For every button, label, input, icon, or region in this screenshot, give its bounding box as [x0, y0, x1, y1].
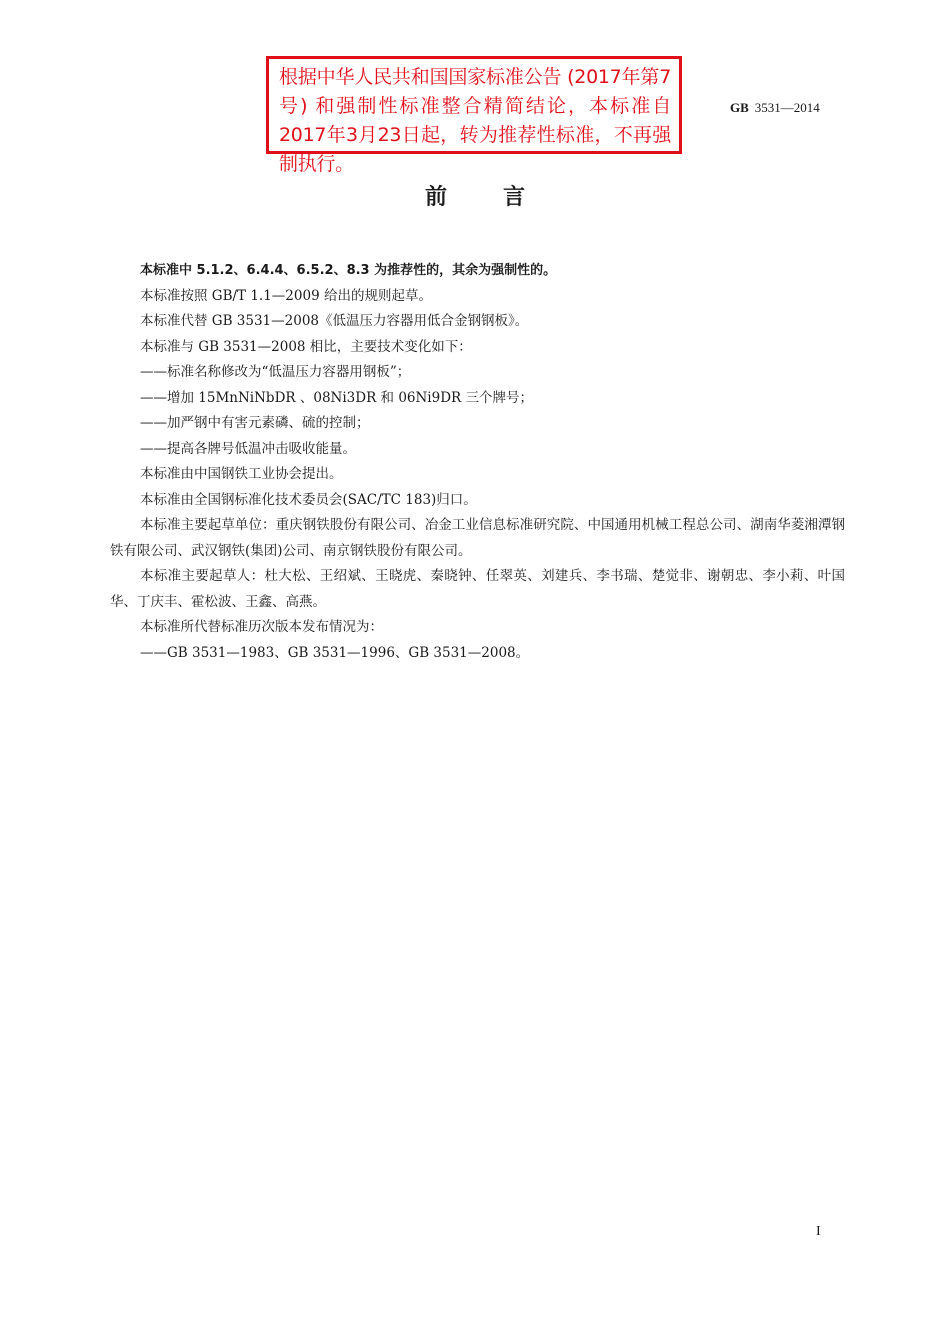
standard-prefix: GB: [730, 100, 749, 115]
paragraph: 本标准主要起草单位：重庆钢铁股份有限公司、冶金工业信息标准研究院、中国通用机械工程总公司、湖南华菱湘潭钢铁有限公司、武汉钢铁(集团)公司、南京钢铁股份有限公司。: [110, 517, 845, 559]
paragraph: 本标准所代替标准历次版本发布情况为：: [140, 619, 383, 635]
paragraph: 本标准由全国钢标准化技术委员会(SAC/TC 183)归口。: [140, 491, 477, 508]
page-title: 前言: [424, 185, 581, 210]
list-item: ——增加 15MnNiNbDR 、08Ni3DR 和 06Ni9DR 三个牌号；: [140, 389, 533, 406]
list-item: ——GB 3531—1983、GB 3531—1996、GB 3531—2008。: [140, 644, 530, 661]
paragraph: 本标准主要起草人：杜大松、王绍斌、王晓虎、秦晓钟、任翠英、刘建兵、李书瑞、楚觉非、谢朝忠、李小莉、叶国华、丁庆丰、霍松波、王鑫、高燕。: [110, 568, 845, 610]
paragraph: 本标准按照 GB/T 1.1—2009 给出的规则起草。: [140, 287, 432, 304]
list-item: ——标准名称修改为“低温压力容器用钢板”；: [140, 364, 411, 380]
list-item: ——提高各牌号低温冲击吸收能量。: [140, 440, 356, 457]
list-item: ——加严钢中有害元素磷、硫的控制；: [140, 415, 370, 431]
red-notice-box: [266, 56, 682, 175]
page-number: I: [816, 1224, 821, 1239]
paragraph: 本标准与 GB 3531—2008 相比，主要技术变化如下：: [140, 338, 472, 355]
paragraph: 本标准由中国钢铁工业协会提出。: [140, 466, 343, 482]
standard-number: [730, 100, 820, 116]
paragraph: 本标准代替 GB 3531—2008《低温压力容器用低合金钢钢板》。: [140, 313, 529, 329]
paragraph: 本标准中 5.1.2、6.4.4、6.5.2、8.3 为推荐性的，其余为强制性的。: [140, 263, 557, 278]
notice-text: 根据中华人民共和国国家标准公告 (2017年第7号) 和强制性标准整合精简结论，本标准自2017年3月23日起，转为推荐性标准，不再强制执行。: [279, 66, 671, 175]
standard-code: 3531—2014: [754, 100, 820, 115]
foreword-body: [110, 258, 845, 666]
